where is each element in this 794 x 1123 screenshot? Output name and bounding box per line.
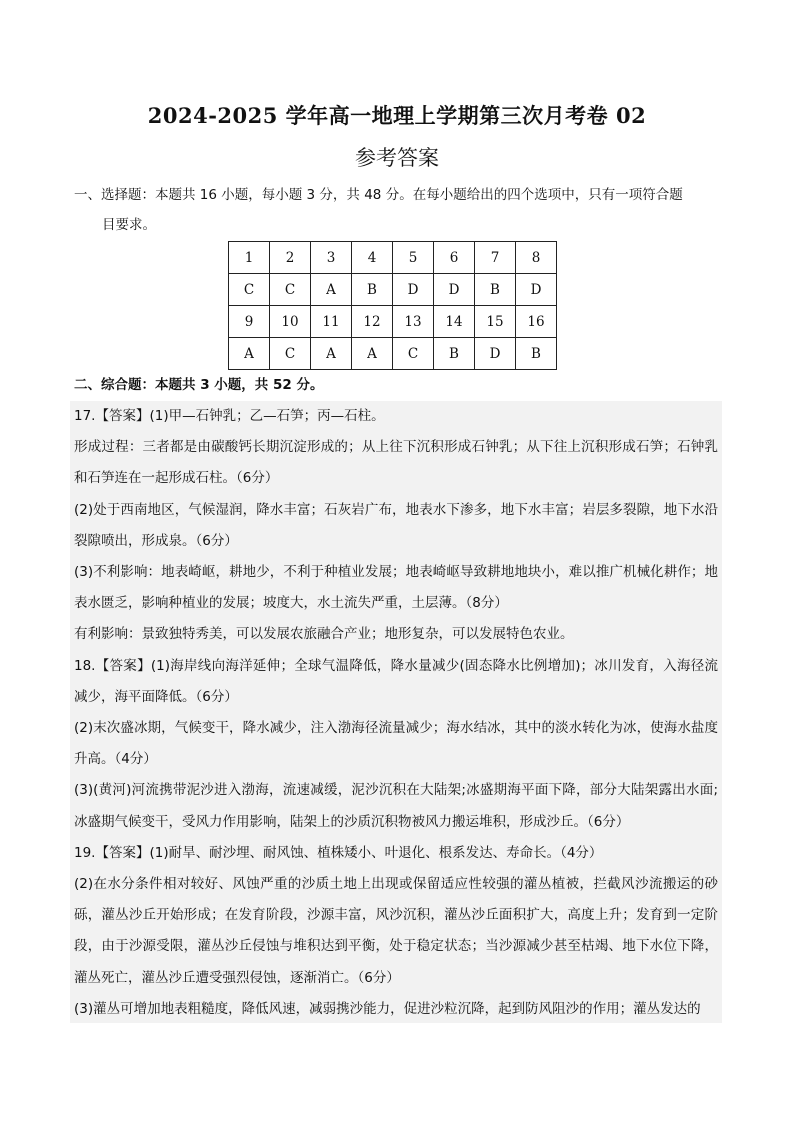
table-cell: 12 bbox=[352, 306, 393, 338]
table-cell: 5 bbox=[393, 242, 434, 274]
table-cell: B bbox=[475, 274, 516, 306]
table-cell: 16 bbox=[516, 306, 557, 338]
table-cell: D bbox=[475, 338, 516, 370]
table-cell: 6 bbox=[434, 242, 475, 274]
page-subtitle: 参考答案 bbox=[355, 146, 439, 170]
answer-table bbox=[228, 241, 557, 370]
answer-paragraph: 18.【答案】(1)海岸线向海洋延伸；全球气温降低，降水量减少(固态降水比例增加)；冰川发育，入海径流减少，海平面降低。（6分） bbox=[74, 657, 718, 705]
table-row bbox=[229, 306, 557, 338]
table-cell: 4 bbox=[352, 242, 393, 274]
table-cell: A bbox=[311, 338, 352, 370]
table-cell: 9 bbox=[229, 306, 270, 338]
table-cell: 3 bbox=[311, 242, 352, 274]
answer-paragraph: (2)在水分条件相对较好、风蚀严重的沙质土地上出现或保留适应性较强的灌丛植被，拦截风沙流搬运的砂砾，灌丛沙丘开始形成；在发育阶段，沙源丰富，风沙沉积，灌丛沙丘面积扩大，高度上升；发育到一定阶段，由于沙源受限，灌丛沙丘侵蚀与堆积达到平衡，处于稳定状态；当沙源减少甚至枯竭、地下水位下降，灌丛死亡，灌丛沙丘遭受强烈侵蚀，逐渐消亡。（6分） bbox=[74, 876, 718, 986]
answer-paragraph: (2)末次盛冰期，气候变干，降水减少，注入渤海径流量减少；海水结冰，其中的淡水转化为冰，使海水盐度升高。（4分） bbox=[74, 720, 718, 768]
table-cell: 2 bbox=[270, 242, 311, 274]
answer-paragraph: (3)(黄河)河流携带泥沙进入渤海，流速减缓，泥沙沉积在大陆架;冰盛期海平面下降，部分大陆架露出水面;冰盛期气候变干，受风力作用影响，陆架上的沙质沉积物被风力搬运堆积，形成沙丘。（6分） bbox=[74, 782, 718, 830]
answer-paragraph: 19.【答案】(1)耐旱、耐沙埋、耐风蚀、植株矮小、叶退化、根系发达、寿命长。（4分） bbox=[74, 844, 603, 861]
table-row bbox=[229, 242, 557, 274]
answer-paragraph: (2)处于西南地区，气候湿润，降水丰富；石灰岩广布，地表水下渗多，地下水丰富；岩层多裂隙，地下水沿裂隙喷出，形成泉。（6分） bbox=[74, 501, 718, 549]
answer-paragraph: 有利影响：景致独特秀美，可以发展农旅融合产业；地形复杂，可以发展特色农业。 bbox=[74, 626, 574, 643]
section-1-intro-line-1: 一、选择题：本题共 16 小题，每小题 3 分，共 48 分。在每小题给出的四个选项中，只有一项符合题 bbox=[74, 187, 683, 203]
table-row bbox=[229, 338, 557, 370]
table-cell: A bbox=[352, 338, 393, 370]
table-cell: 8 bbox=[516, 242, 557, 274]
answer-paragraph: (3)灌丛可增加地表粗糙度，降低风速，减弱携沙能力，促进沙粒沉降，起到防风阻沙的作用；灌丛发达的 bbox=[74, 1000, 701, 1017]
table-cell: B bbox=[434, 338, 475, 370]
table-cell: C bbox=[270, 274, 311, 306]
table-cell: C bbox=[229, 274, 270, 306]
section-1-intro bbox=[74, 180, 724, 240]
page-title: 2024-2025 学年高一地理上学期第三次月考卷 02 bbox=[147, 103, 647, 128]
table-cell: D bbox=[393, 274, 434, 306]
table-row bbox=[229, 274, 557, 306]
section-1-intro-line-2: 目要求。 bbox=[102, 217, 156, 233]
answers-block bbox=[70, 401, 722, 1023]
table-cell: 15 bbox=[475, 306, 516, 338]
answer-paragraph: (3)不利影响：地表崎岖，耕地少，不利于种植业发展；地表崎岖导致耕地地块小，难以推广机械化耕作；地表水匮乏，影响种植业的发展；坡度大，水土流失严重，土层薄。（8分） bbox=[74, 564, 718, 612]
table-cell: B bbox=[352, 274, 393, 306]
table-cell: 1 bbox=[229, 242, 270, 274]
table-cell: 14 bbox=[434, 306, 475, 338]
table-cell: B bbox=[516, 338, 557, 370]
table-cell: D bbox=[516, 274, 557, 306]
section-2-intro: 二、综合题：本题共 3 小题，共 52 分。 bbox=[74, 377, 324, 393]
table-cell: 13 bbox=[393, 306, 434, 338]
table-cell: D bbox=[434, 274, 475, 306]
table-cell: 11 bbox=[311, 306, 352, 338]
table-cell: C bbox=[270, 338, 311, 370]
table-cell: 10 bbox=[270, 306, 311, 338]
table-cell: A bbox=[311, 274, 352, 306]
answer-paragraph: 形成过程：三者都是由碳酸钙长期沉淀形成的；从上往下沉积形成石钟乳；从下往上沉积形成石笋；石钟乳和石笋连在一起形成石柱。（6分） bbox=[74, 439, 718, 487]
table-cell: A bbox=[229, 338, 270, 370]
table-cell: C bbox=[393, 338, 434, 370]
answer-paragraph: 17.【答案】(1)甲—石钟乳；乙—石笋；丙—石柱。 bbox=[74, 408, 385, 424]
table-cell: 7 bbox=[475, 242, 516, 274]
